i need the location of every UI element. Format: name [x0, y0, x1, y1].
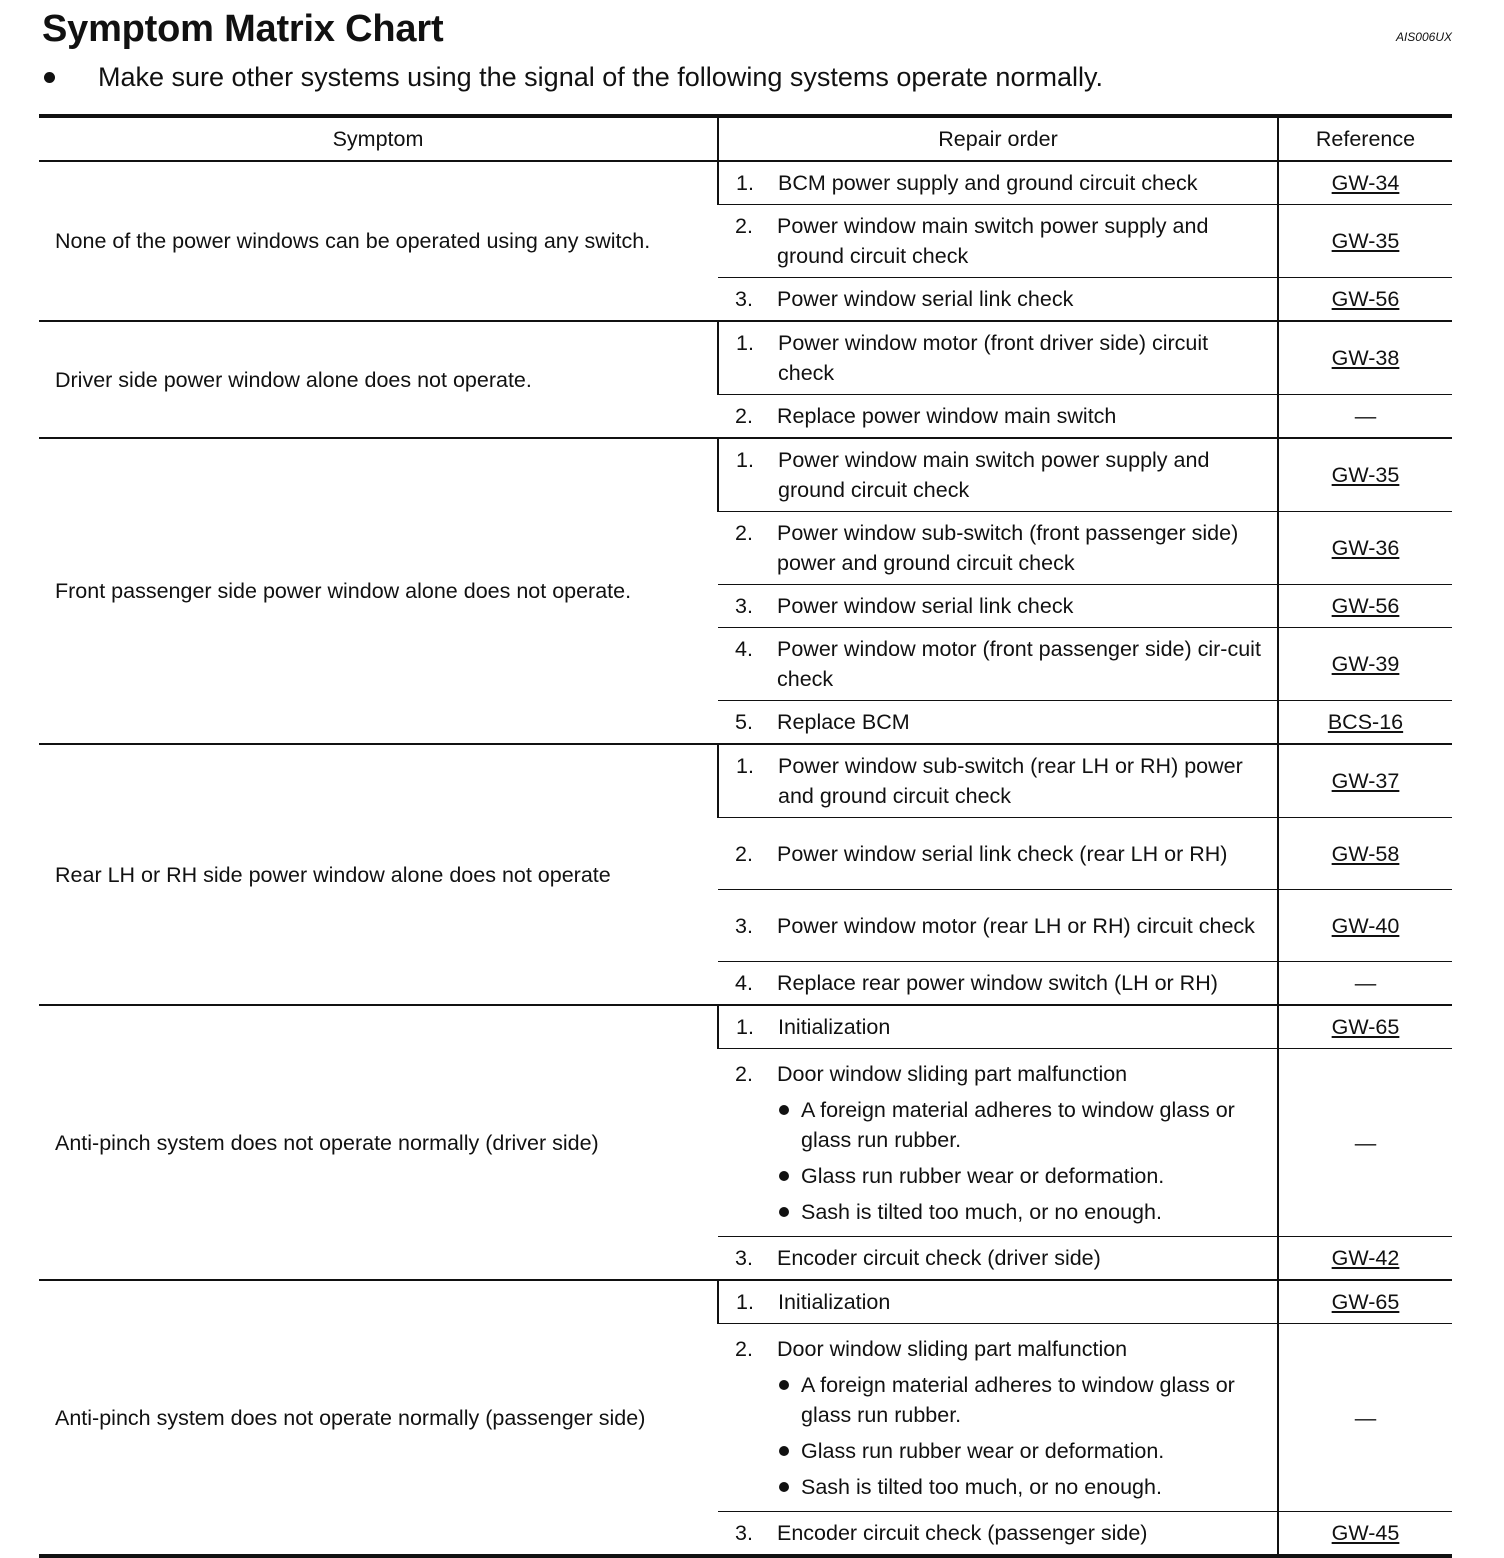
repair-step-cell: [718, 585, 1278, 628]
reference-link[interactable]: GW-40: [1331, 913, 1400, 938]
header-reference: Reference: [1278, 116, 1452, 161]
step-text: Power window serial link check: [777, 287, 1074, 311]
sub-item: [718, 1095, 1269, 1155]
repair-step-cell: [718, 1237, 1278, 1281]
sub-item: [718, 1161, 1269, 1191]
reference-link[interactable]: GW-36: [1331, 536, 1400, 560]
repair-step: [719, 751, 1269, 811]
reference-cell: [1278, 1512, 1452, 1557]
reference-cell: [1278, 278, 1452, 322]
reference-link[interactable]: GW-45: [1331, 1521, 1400, 1545]
symptom-cell: Driver side power window alone does not operate.: [39, 321, 718, 438]
bullet-icon: [779, 1105, 789, 1115]
step-number: 2.: [735, 404, 753, 428]
repair-step-cell: [718, 205, 1278, 278]
step-text: Power window sub-switch (front passenger side) power and ground circuit check: [777, 521, 1239, 575]
symptom-matrix-table: [39, 114, 1452, 1558]
repair-step: [718, 1518, 1269, 1548]
sub-item-text: A foreign material adheres to window glass or glass run rubber.: [801, 1372, 1235, 1427]
step-number: 1.: [736, 448, 754, 472]
reference-link[interactable]: GW-35: [1331, 229, 1400, 253]
reference-link[interactable]: GW-56: [1331, 287, 1400, 311]
step-text: Power window motor (front driver side) circuit check: [778, 331, 1209, 385]
repair-step-cell: [718, 1512, 1278, 1557]
reference-none: —: [1354, 404, 1377, 428]
reference-link[interactable]: GW-65: [1331, 1015, 1400, 1039]
step-number: 2.: [735, 521, 753, 545]
step-text: Power window serial link check (rear LH or RH): [777, 841, 1228, 866]
table-row: [39, 1280, 1452, 1324]
repair-step-cell: [718, 890, 1278, 962]
reference-link[interactable]: GW-37: [1331, 769, 1400, 793]
sub-item: [718, 1436, 1269, 1466]
bullet-icon: [779, 1446, 789, 1456]
repair-step: [719, 1287, 1269, 1317]
repair-step: [718, 211, 1269, 271]
step-number: 1.: [736, 754, 754, 778]
step-number: 4.: [735, 971, 753, 995]
sub-item-list: [718, 1370, 1269, 1502]
header-repair-order: Repair order: [718, 116, 1278, 161]
repair-step-cell: [718, 161, 1278, 205]
reference-cell: [1278, 1324, 1452, 1512]
reference-cell: [1278, 1237, 1452, 1281]
step-number: 2.: [735, 1061, 753, 1086]
repair-step: [718, 839, 1269, 869]
step-text: Initialization: [778, 1290, 891, 1314]
table-header-row: [39, 116, 1452, 161]
reference-cell: [1278, 438, 1452, 512]
repair-step: [718, 911, 1269, 941]
bullet-icon: [779, 1482, 789, 1492]
step-number: 3.: [735, 287, 753, 311]
step-number: 1.: [736, 1290, 754, 1314]
repair-step-cell: [718, 701, 1278, 745]
page-title: Symptom Matrix Chart: [42, 8, 444, 50]
table-row: [39, 744, 1452, 818]
reference-cell: [1278, 205, 1452, 278]
reference-link[interactable]: GW-38: [1331, 346, 1400, 370]
step-number: 3.: [735, 913, 753, 938]
reference-cell: [1278, 701, 1452, 745]
reference-link[interactable]: GW-58: [1331, 841, 1400, 866]
symptom-cell: Front passenger side power window alone does not operate.: [39, 438, 718, 744]
repair-step: [718, 968, 1269, 998]
symptom-cell: Anti-pinch system does not operate normally (passenger side): [39, 1280, 718, 1556]
step-number: 3.: [735, 1521, 753, 1545]
reference-link[interactable]: GW-65: [1331, 1290, 1400, 1314]
symptom-cell: Rear LH or RH side power window alone does not operate: [39, 744, 718, 1005]
sub-item-text: Glass run rubber wear or deformation.: [801, 1438, 1165, 1463]
reference-cell: [1278, 585, 1452, 628]
table-row: [39, 161, 1452, 205]
step-text: Power window sub-switch (rear LH or RH) power and ground circuit check: [778, 754, 1243, 808]
step-text: Encoder circuit check (passenger side): [777, 1521, 1148, 1545]
step-text: Power window main switch power supply and ground circuit check: [777, 214, 1209, 268]
repair-step-cell: [718, 321, 1278, 395]
step-number: 5.: [735, 710, 753, 734]
repair-step: [718, 1243, 1269, 1273]
reference-link[interactable]: GW-56: [1331, 594, 1400, 618]
repair-step-cell: [718, 1280, 1278, 1324]
step-number: 3.: [735, 594, 753, 618]
reference-link[interactable]: GW-35: [1331, 463, 1400, 487]
repair-step-cell: [718, 1005, 1278, 1049]
step-number: 3.: [735, 1246, 753, 1270]
sub-item: [718, 1197, 1269, 1227]
symptom-cell: Anti-pinch system does not operate normally (driver side): [39, 1005, 718, 1280]
reference-cell: [1278, 321, 1452, 395]
repair-step-cell: [718, 628, 1278, 701]
repair-step: [719, 328, 1269, 388]
bullet-icon: [779, 1207, 789, 1217]
step-number: 1.: [736, 171, 754, 195]
reference-cell: [1278, 395, 1452, 439]
step-text: Replace rear power window switch (LH or RH): [777, 971, 1218, 995]
repair-step: [718, 518, 1269, 578]
step-text: Power window main switch power supply and ground circuit check: [778, 448, 1210, 502]
reference-cell: [1278, 1280, 1452, 1324]
step-number: 2.: [735, 1336, 753, 1361]
repair-step: [718, 591, 1269, 621]
intro-note: [42, 62, 1103, 93]
step-text: Replace power window main switch: [777, 404, 1117, 428]
step-text: Encoder circuit check (driver side): [777, 1246, 1101, 1270]
bullet-icon: [779, 1380, 789, 1390]
repair-step-cell: [718, 438, 1278, 512]
table-row: [39, 321, 1452, 395]
repair-step: [718, 284, 1269, 314]
table-row: [39, 438, 1452, 512]
reference-cell: [1278, 818, 1452, 890]
reference-link[interactable]: GW-39: [1331, 652, 1400, 676]
intro-text: Make sure other systems using the signal of the following systems operate normally.: [98, 62, 1103, 92]
reference-cell: [1278, 512, 1452, 585]
repair-step-cell: [718, 744, 1278, 818]
table-body: [39, 161, 1452, 1556]
repair-step: [719, 445, 1269, 505]
repair-step-cell: [718, 278, 1278, 322]
step-text: Power window motor (front passenger side) cir-cuit check: [777, 637, 1261, 691]
sub-item-text: Sash is tilted too much, or no enough.: [801, 1474, 1162, 1499]
step-number: 4.: [735, 637, 753, 661]
step-number: 1.: [736, 331, 754, 355]
repair-step-cell: [718, 1049, 1278, 1237]
reference-cell: [1278, 1005, 1452, 1049]
reference-cell: [1278, 1049, 1452, 1237]
sub-item-text: Sash is tilted too much, or no enough.: [801, 1199, 1162, 1224]
reference-link[interactable]: GW-42: [1331, 1246, 1400, 1270]
repair-step: [719, 1012, 1269, 1042]
repair-step-cell: [718, 395, 1278, 439]
sub-item: [718, 1472, 1269, 1502]
repair-step-cell: [718, 1324, 1278, 1512]
step-number: 1.: [736, 1015, 754, 1039]
reference-cell: [1278, 962, 1452, 1006]
repair-step: [718, 707, 1269, 737]
reference-cell: [1278, 744, 1452, 818]
step-text: Power window motor (rear LH or RH) circuit check: [777, 913, 1255, 938]
step-text: BCM power supply and ground circuit check: [778, 171, 1198, 195]
symptom-cell: None of the power windows can be operated using any switch.: [39, 161, 718, 321]
sub-item-text: Glass run rubber wear or deformation.: [801, 1163, 1165, 1188]
repair-step: [719, 168, 1269, 198]
sub-item-text: A foreign material adheres to window glass or glass run rubber.: [801, 1097, 1235, 1152]
repair-step-cell: [718, 512, 1278, 585]
reference-link[interactable]: GW-34: [1331, 171, 1400, 195]
step-text: Power window serial link check: [777, 594, 1074, 618]
reference-none: —: [1354, 1405, 1377, 1430]
step-text: Initialization: [778, 1015, 891, 1039]
repair-step: [718, 1334, 1269, 1364]
repair-step-cell: [718, 962, 1278, 1006]
repair-step: [718, 401, 1269, 431]
reference-cell: [1278, 890, 1452, 962]
step-number: 2.: [735, 214, 753, 238]
header-symptom: Symptom: [39, 116, 718, 161]
bullet-icon: [779, 1171, 789, 1181]
repair-step-cell: [718, 818, 1278, 890]
reference-cell: [1278, 628, 1452, 701]
reference-link[interactable]: BCS-16: [1327, 710, 1404, 734]
step-text: Door window sliding part malfunction: [777, 1336, 1128, 1361]
bullet-icon: [44, 72, 55, 83]
reference-cell: [1278, 161, 1452, 205]
document-code: AIS006UX: [1395, 30, 1452, 44]
reference-none: —: [1354, 971, 1377, 995]
step-number: 2.: [735, 841, 753, 866]
reference-none: —: [1354, 1130, 1377, 1155]
repair-step: [718, 634, 1269, 694]
sub-item: [718, 1370, 1269, 1430]
step-text: Door window sliding part malfunction: [777, 1061, 1128, 1086]
repair-step: [718, 1059, 1269, 1089]
sub-item-list: [718, 1095, 1269, 1227]
table-row: [39, 1005, 1452, 1049]
step-text: Replace BCM: [777, 710, 910, 734]
